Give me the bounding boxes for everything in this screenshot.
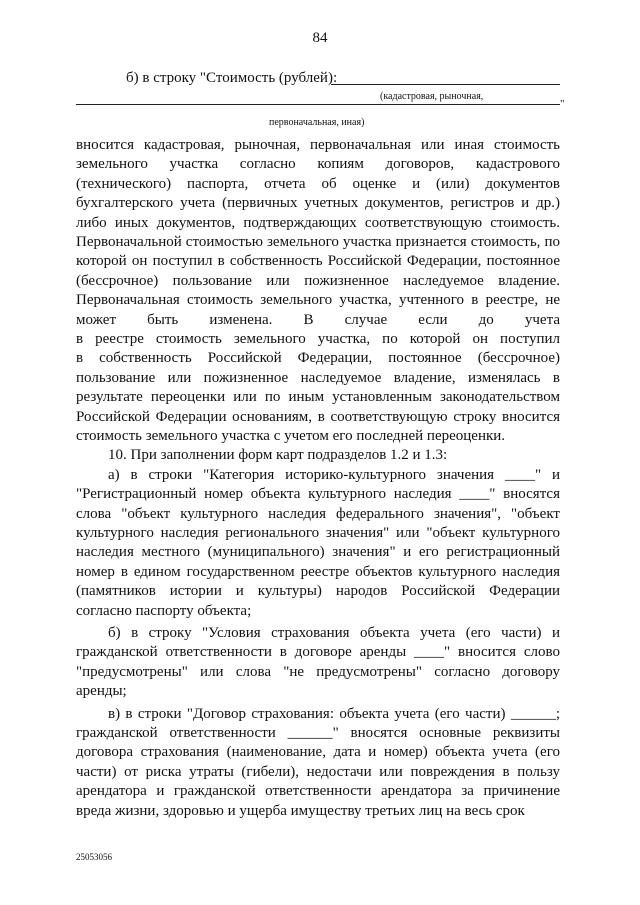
- body-line: "Регистрационный номер объекта культурного наследия ____" вносятся: [76, 486, 560, 503]
- cost-caption-2: первоначальная, иная): [269, 117, 365, 128]
- body-line: вреда жизни, здоровью и ущерба имуществу третьих лиц на весь срок: [76, 802, 525, 819]
- body-line: Первоначальной стоимостью земельного участка признается стоимость, по: [76, 234, 560, 250]
- body-line: может быть изменена. В случае если до учета: [76, 311, 560, 328]
- body-line: слова "объект культурного наследия федерального значения", "объект: [76, 505, 560, 522]
- body-line: согласно паспорту объекта;: [76, 602, 252, 619]
- page-number: 84: [312, 30, 328, 46]
- body-line: пользование или пожизненное наследуемое владение, изменялась в: [76, 369, 560, 386]
- body-line: результате переоценки или по иным установленным законодательством: [76, 389, 560, 406]
- cost-second-underline: [76, 104, 560, 105]
- body-line: в собственность Российской Федерации, постоянное (бессрочное): [76, 350, 560, 367]
- body-line: в) в строки "Договор страхования: объекта учета (его части) ______;: [108, 705, 560, 722]
- body-line: (технического) паспорта, отчета об оценке и (или) документов: [76, 175, 560, 192]
- body-line: (памятников истории и культуры) народов Российской Федерации: [76, 583, 560, 600]
- body-line: которой он поступил в собственность Российской Федерации, постоянное: [76, 253, 560, 270]
- body-line: Российской Федерации основаниям, в соответствующую строку вносится: [76, 408, 560, 425]
- body-line: в реестре стоимость земельного участка, по которой он поступил: [76, 331, 560, 347]
- document-code: 25053056: [76, 852, 112, 862]
- body-line: вносится кадастровая, рыночная, первоначальная или иная стоимость: [76, 137, 560, 153]
- body-line: (бессрочное) пользование или пожизненное наследуемое владение.: [76, 272, 560, 289]
- cost-closing-quote: ": [560, 98, 565, 110]
- body-line: наследия местного (муниципального) значения" и его регистрационный: [76, 544, 560, 561]
- body-line: б) в строку "Условия страхования объекта учета (его части) и: [108, 625, 560, 641]
- body-line: земельного участка согласно копиям договоров, кадастрового: [76, 156, 560, 173]
- cost-caption-1: (кадастровая, рыночная,: [380, 91, 484, 102]
- cost-field-label: б) в строку "Стоимость (рублей):: [126, 70, 338, 86]
- body-line: а) в строки "Категория историко-культурного значения ____" и: [108, 466, 560, 483]
- body-line: гражданской ответственности ______" вносятся основные реквизиты: [76, 725, 560, 741]
- cost-field-underline: [331, 70, 560, 85]
- body-line: части) от риска утраты (гибели), недостачи или повреждения в пользу: [76, 763, 560, 780]
- body-line: договора страхования (наименование, дата и номер) объекта учета (его: [76, 744, 560, 761]
- body-line: Первоначальная стоимость земельного участка, учтенного в реестре, не: [76, 292, 560, 309]
- body-line: "предусмотрены" или слова "не предусмотрены" согласно договору: [76, 663, 560, 680]
- body-line: культурного наследия регионального значения" или "объект культурного: [76, 525, 560, 541]
- body-line: бухгалтерского учета (первичных учетных документов, регистров и др.): [76, 195, 560, 212]
- cost-field-line: [126, 70, 560, 89]
- body-line: аренды;: [76, 683, 127, 700]
- body-line: гражданской ответственности в договоре аренды ____" вносится слово: [76, 644, 560, 661]
- body-line: либо иных документов, подтверждающих соответствующую стоимость.: [76, 214, 560, 231]
- body-line: стоимость земельного участка с учетом его последней переоценки.: [76, 428, 506, 444]
- body-line: 10. При заполнении форм карт подразделов 1.2 и 1.3:: [108, 447, 448, 464]
- body-line: номер в едином государственном реестре объектов культурного наследия: [76, 563, 560, 580]
- body-line: арендатора и гражданской ответственности арендатора за причинение: [76, 783, 560, 800]
